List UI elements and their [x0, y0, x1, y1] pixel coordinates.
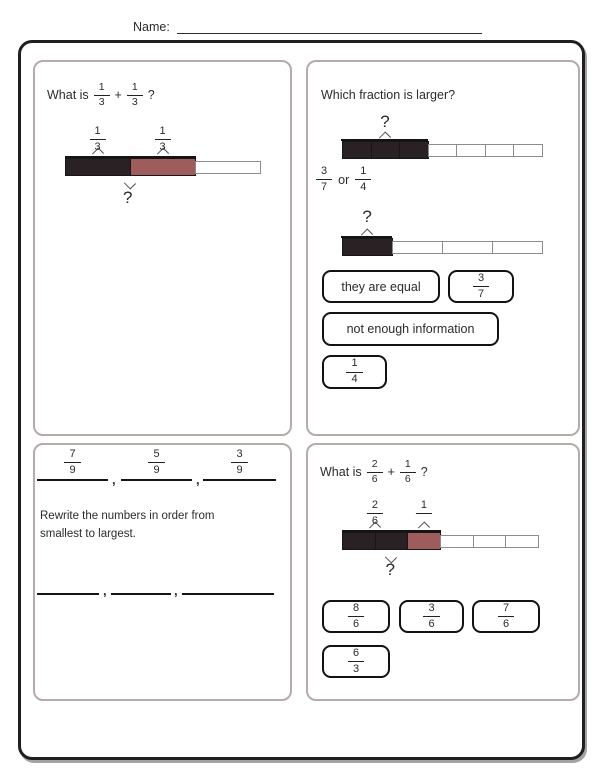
question-title: Which fraction is larger?: [321, 88, 456, 102]
plus-operator: +: [114, 88, 122, 103]
question-title: [320, 459, 428, 485]
fraction-1-3: $\frac{1}{3}$: [94, 82, 110, 108]
fraction-3-7: $\frac{3}{7}$: [316, 166, 332, 193]
bar-segment-dark: [342, 532, 376, 550]
answer-button-equal[interactable]: [322, 270, 440, 303]
plus-operator: +: [387, 465, 395, 480]
fraction-2-6: $\frac{2}{6}$: [367, 459, 383, 485]
panel-order-fractions: [33, 443, 292, 701]
question-title: [47, 82, 155, 108]
fraction-3-9: $\frac{3}{9}$: [231, 449, 247, 476]
answer-blank-1[interactable]: [37, 593, 99, 595]
panel-add-thirds: [33, 60, 292, 436]
bar-label-fraction: $\frac{2}{6}$: [367, 500, 383, 527]
bar-segment-dark: [342, 238, 393, 256]
bar-segment-empty: [505, 535, 539, 548]
bar-segment-empty: [392, 241, 443, 254]
answer-button-6-3[interactable]: [322, 645, 390, 678]
answer-button-3-7[interactable]: [448, 270, 514, 303]
instruction-line-2: smallest to largest.: [40, 528, 136, 541]
fraction-bar: [342, 237, 543, 257]
answer-label: they are equal: [341, 279, 421, 294]
bar-label-fraction: $\frac{1}{3}$: [155, 126, 171, 153]
fraction-1-6: $\frac{1}{6}$: [400, 459, 416, 485]
answer-blank-3[interactable]: [182, 593, 274, 595]
bar-label-fraction: $\frac{1}{3}$: [89, 126, 105, 153]
given-fraction-slot: [37, 449, 108, 481]
bar-segment-empty: [492, 241, 543, 254]
given-fraction-slot: [203, 449, 276, 481]
tape-diagram-sevenths: [342, 112, 543, 162]
comma: ,: [196, 472, 200, 487]
instruction-text: [40, 507, 270, 544]
fraction-3-6: $\frac{3}{6}$: [423, 603, 439, 630]
bar-segment-empty: [473, 535, 507, 548]
comma: ,: [103, 583, 107, 598]
bar-segment-red: [130, 158, 196, 176]
bar-segment-dark: [65, 158, 131, 176]
panel-add-sixths: [306, 443, 580, 701]
fraction-7-6: $\frac{7}{6}$: [498, 603, 514, 630]
unknown-mark: ?: [362, 207, 372, 226]
fraction-3-7: $\frac{3}{7}$: [473, 273, 489, 300]
bar-segment-red: [407, 532, 441, 550]
answer-blank-2[interactable]: [111, 593, 171, 595]
question-suffix: ?: [147, 88, 155, 103]
unknown-sum-mark: ?: [122, 188, 133, 207]
tape-diagram-fourths: [342, 207, 543, 261]
question-prefix: What is: [47, 88, 89, 103]
underline: [203, 479, 276, 481]
or-label: or: [338, 172, 350, 187]
bar-segment-dark: [399, 141, 429, 159]
underline: [37, 479, 108, 481]
bar-segment-empty: [513, 144, 543, 157]
answer-button-3-6[interactable]: [399, 600, 464, 633]
answer-label: not enough information: [346, 322, 475, 336]
name-label: Name:: [133, 20, 170, 34]
fraction-6-3: $\frac{6}{3}$: [348, 648, 364, 675]
answer-button-not-enough-info[interactable]: [322, 312, 499, 346]
fraction-bar: [342, 140, 543, 160]
name-input-line[interactable]: [177, 20, 482, 34]
fraction-1-4: $\frac{1}{4}$: [355, 166, 371, 193]
comma: ,: [174, 583, 178, 598]
bar-segment-dark: [342, 141, 372, 159]
fraction-bar: [65, 157, 261, 177]
question-suffix: ?: [420, 465, 428, 480]
bar-segment-empty: [442, 241, 493, 254]
unknown-mark: ?: [380, 112, 390, 131]
panel-compare-fractions: [306, 60, 580, 436]
fraction-7-9: $\frac{7}{9}$: [64, 449, 80, 476]
given-fraction-slot: [121, 449, 192, 481]
fraction-1-3: $\frac{1}{3}$: [127, 82, 143, 108]
answer-button-1-4[interactable]: [322, 355, 387, 389]
bar-label-fraction: 1: [416, 500, 432, 516]
worksheet-sheet: [18, 40, 585, 760]
bar-segment-empty: [485, 144, 515, 157]
bar-segment-dark: [371, 141, 401, 159]
comma: ,: [112, 472, 116, 487]
name-header: [133, 20, 482, 34]
fraction-5-9: $\frac{5}{9}$: [148, 449, 164, 476]
bar-segment-dark: [375, 532, 409, 550]
answer-button-7-6[interactable]: [472, 600, 540, 633]
unknown-sum-mark: ?: [385, 560, 395, 579]
question-prefix: What is: [320, 465, 362, 480]
instruction-line-1: Rewrite the numbers in order from: [40, 510, 215, 522]
answer-button-8-6[interactable]: [322, 600, 390, 633]
fraction-8-6: $\frac{8}{6}$: [348, 603, 364, 630]
bar-segment-empty: [195, 161, 261, 174]
tape-diagram-thirds: [65, 126, 261, 226]
underline: [121, 479, 192, 481]
comparison-statement: [316, 166, 371, 193]
bar-segment-empty: [440, 535, 474, 548]
fraction-1-4: $\frac{1}{4}$: [346, 358, 362, 385]
bar-segment-empty: [428, 144, 458, 157]
tape-diagram-sixths: [342, 500, 539, 592]
fraction-bar: [342, 531, 539, 551]
bar-segment-empty: [456, 144, 486, 157]
